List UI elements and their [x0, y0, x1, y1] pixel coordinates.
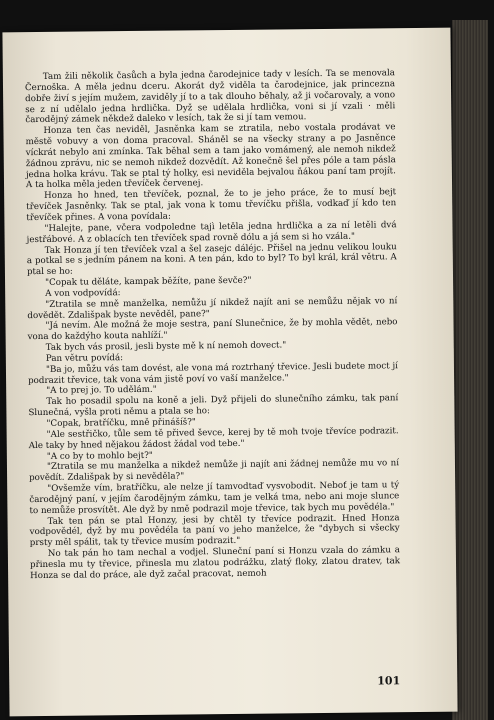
paragraph: "Copak, bratříčku, mně přinášíš?": [46, 417, 196, 429]
paragraph: Honza ten čas neviděl, Jasněnka kam se ztratila, nebo vostala prodávat ve městě vobuvy a von doma pracoval. Sháněl se na všecky strany a po Jasněnce víckrát nebylo ani zmínka. Tak běhal sem a tam jako vomámený, ale nemoh nikdež žádnou zprávu, nic se nemoh nikdež dozvědít. Až konečně šel přes póle a tam pásla jedna holka krávu. Tak se ptal tý holky, esi neviděla bejvalou ňákou paní tam projít. A ta holka měla jeden třevíček červenej.: [25, 122, 396, 191]
paragraph: "Ale sestřičko, tůle sem tě přived ševce, kerej by tě moh tvoje třevíce podrazit. Ale taky by hned nějakou žádost žádal vod tebe.": [28, 426, 399, 451]
paragraph: "Halejte, pane, včera vodpoledne tajì letěla jedna hrdlička a za ní letěli dvá jestřábové. A z oblacích ten třevíček spad rovně dólu a já sem si ho vzála.": [26, 220, 397, 245]
paragraph: "Ztratila se mně manželka, nemůžu jí nikdež najít ani se nemůžu nějak vo ní dovědět. Zdališpak byste nevěděl, pane?": [27, 295, 398, 321]
paragraph: A von vodpovídá:: [45, 288, 121, 299]
paragraph: Tak ho posadil spolu na koně a jeli. Dyž přijeli do slunečního zámku, tak paní Slunečná, vyšla proti němu a ptala se ho:: [28, 393, 399, 419]
paragraph: "Copak tu děláte, kampak běžíte, pane ševče?": [45, 275, 252, 288]
page-edges: [452, 20, 488, 720]
page-number: 101: [377, 674, 401, 688]
paragraph: Honza ho hned, ten třevíček, poznal, že to je jeho práce, že to musí bejt třevíček Jasněnky. Tak se ptal, jak vona k tomu třevíčku přišla, vodkaď jí kdo ten třevíček přines. A vona povídala:: [26, 187, 397, 224]
paragraph: "Ba jo, můžu vás tam dovést, ale vona má roztrhaný třevice. Jesli budete moct jí podrazit třevice, tak vona vám jistě poví vo vaší manželce.": [28, 361, 398, 386]
paragraph: "Já nevím. Ale možná že moje sestra, paní Slunečnice, že by mohla vědět, nebo vona do každýho kouta nahlíží.": [27, 317, 398, 343]
paragraph: "A co by to mohlo bejt?": [46, 450, 153, 462]
paragraph: Tak Honza jí ten třevíček vzal a šel zasejc dáléjc. Přišel na jednu velikou louku a potkal se s jedním pánem na koni. A ten pán, kdo to byl? To byl král, král větru. A ptal se ho:: [26, 241, 397, 278]
paragraph: Tak bych vás prosil, jesli byste mě k ní nemoh dovect.": [45, 340, 287, 354]
paragraph: "Ovšemže vím, bratříčku, ale nelze jí tamvodtaď vysvobodit. Neboť je tam u tý čarodějný paní, v jejím čarodějným zámku, tam je velká tma, nebo ani moje slunce to nemůže prosvítět. Ale dyž by nmě podrazil moje třevice, tak bych mu povědéla.": [29, 480, 400, 516]
paragraph: "Ztratila se mu manželka a nikdež nemůže ji najít ani žádnej nemůže mu vo ní povědít. Zdališpak by si nevěděla?": [29, 458, 400, 484]
paragraph: No tak pán ho tam nechal a vodjel. Sluneční paní si Honzu vzala do zámku a přinesla mu ty třevice, přinesla mu zlatou podrážku, zlatý floky, zlatou dratev, tak Honza se dal do práce, ale dyž začal pracovat, nemoh: [29, 545, 401, 581]
paragraph: Pan větru povídá:: [45, 353, 124, 364]
paragraph: Tak ten pán se ptal Honzy, jesi by chtěl ty třevíce podrazit. Hned Honza vodpovědél, dyž by mu povědéla ta paní vo jeho manželce, že "dybych si všecky prsty měl spálit, tak ty třevice musím podrazit.": [29, 512, 400, 549]
paragraph: "A to prej jo. To udělám.": [46, 385, 157, 397]
page-text: [25, 68, 400, 582]
paragraph: Tam žili několik časůch a byla jedna čarodejnice tady v lesích. Ta se menovala Černoška. A měla jednu dceru. Akorát dyž viděla ta čarodejnice, jak princezna dobře živí s jejím mužem, zaviděly jí to a tak dlouho běhaly, až ji vočarovaly, a vono se z ní udělalo jedna hrdlička. Dyž se udělala hrdlička, voni si jí vzali · měli čarodějný zámek někdež daleko v lesích, tak že si jí tam vemou.: [24, 68, 396, 126]
book-page: [2, 28, 457, 717]
